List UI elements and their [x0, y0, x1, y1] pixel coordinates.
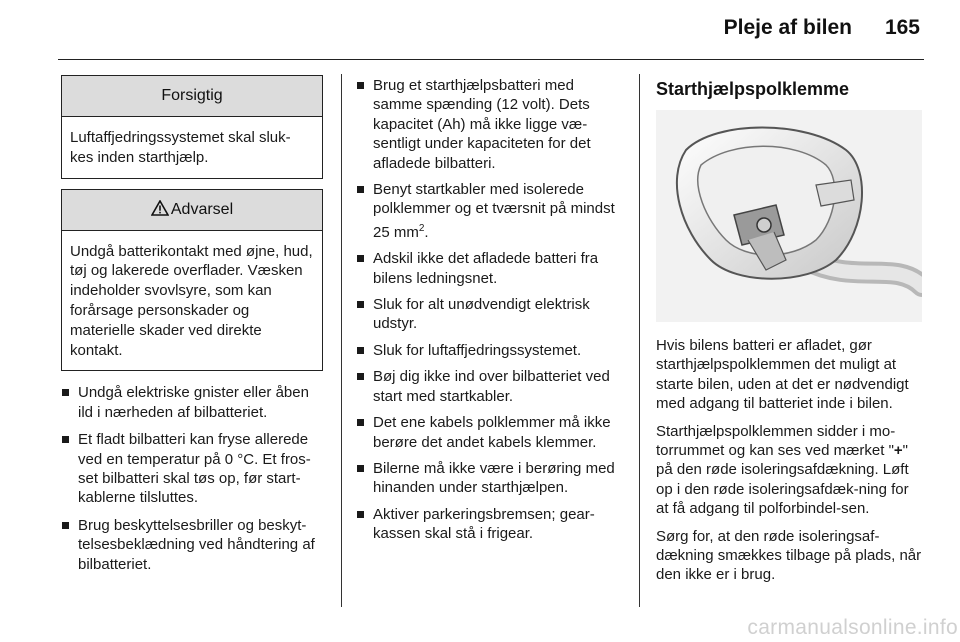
list-item-text: Adskil ikke det afladede batteri fra bilens ledningsnet.: [373, 250, 599, 287]
warning-triangle-icon: [151, 200, 169, 216]
list-item-text: Undgå elektriske gnister eller åben ild i nærheden af bilbatteriet.: [78, 384, 309, 421]
superscript: 2: [418, 222, 425, 234]
column-divider-right: [639, 74, 640, 607]
list-item-text: Sluk for luftaffjedringssystemet.: [373, 341, 582, 359]
list-item: [356, 367, 624, 406]
bullet-square-icon: [357, 186, 364, 193]
list-item-text: Aktiver parkeringsbremsen; gear-kassen skal stå i frigear.: [373, 505, 595, 543]
list-item-text: Benyt startkabler med isolerede polklemmer og et tværsnit på mindst 25 $mm^2$.: [373, 181, 615, 241]
list-item: [356, 249, 624, 288]
warning-header: [62, 190, 322, 231]
caution-box: [61, 75, 323, 179]
list-item: [356, 180, 624, 242]
list-item: [356, 413, 624, 452]
column-divider-left: [341, 74, 342, 607]
list-item-text: Sluk for alt unødvendigt elektrisk udstyr.: [373, 296, 590, 333]
list-item: [61, 430, 323, 508]
column1-bullet-list: [61, 383, 323, 574]
section-paragraph-1: Hvis bilens batteri er afladet, gør starthjælpspolklemmen det muligt at starte bilen, uden at det er nødvendigt med adgang til batteriet inde i bilen.: [656, 337, 909, 413]
list-item-text: Brug beskyttelsesbriller og beskyt-telsesbeklædning ved håndtering af bilbatteriet.: [78, 516, 315, 573]
list-item-text: Det ene kabels polklemmer må ikke berøre det andet kabels klemmer.: [373, 414, 611, 451]
bullet-square-icon: [62, 436, 69, 443]
column2-bullet-list: [356, 76, 624, 544]
warning-text: Undgå batterikontakt med øjne, hud, tøj og lakerede overflader. Væsken indeholder svovlsyre, som kan forårsage personskader og materielle skader ved direkte kontakt.: [70, 242, 313, 359]
list-item-text: Et fladt bilbatteri kan fryse allerede ved en temperatur på 0 °C. Et fros-set bilbatteri skal tøs op, før start-kablerne tilsluttes.: [78, 431, 311, 507]
header-divider: [58, 59, 924, 60]
section-paragraph-3: Sørg for, at den røde isoleringsaf-dækning smækkes tilbage på plads, når den ikke er i brug.: [656, 527, 922, 584]
bullet-square-icon: [357, 82, 364, 89]
list-item: [356, 295, 624, 334]
bullet-square-icon: [357, 511, 364, 518]
watermark: carmanualsonline.info: [747, 616, 958, 639]
list-item: [356, 341, 624, 360]
warning-title: Advarsel: [170, 200, 234, 218]
jump-start-terminal-illustration-icon: [656, 110, 922, 322]
column-3: [656, 76, 922, 593]
bullet-square-icon: [357, 347, 364, 354]
list-item-text: Brug et starthjælpsbatteri med samme spænding (12 volt). Dets kapacitet (Ah) må ikke ligge væ-sentligt under kapaciteten for det afladede bilbatteri.: [373, 77, 591, 172]
page-header-title: Pleje af bilen: [723, 16, 852, 39]
bullet-square-icon: [357, 301, 364, 308]
caution-text: Luftaffjedringssystemet skal sluk- kes inden starthjælp.: [70, 129, 291, 166]
list-item: [61, 383, 323, 422]
plus-icon: +: [893, 442, 903, 460]
section-title: Starthjælpspolklemme: [656, 79, 850, 99]
list-item: [356, 76, 624, 173]
list-item: [356, 505, 624, 544]
bullet-square-icon: [62, 522, 69, 529]
jump-start-terminal-figure: [656, 110, 922, 322]
bullet-square-icon: [357, 419, 364, 426]
bullet-square-icon: [357, 255, 364, 262]
bullet-square-icon: [62, 389, 69, 396]
list-item: [61, 516, 323, 574]
warning-box: [61, 189, 323, 372]
column-1: [61, 75, 323, 582]
caution-title: Forsigtig: [62, 76, 322, 117]
bullet-square-icon: [357, 465, 364, 472]
section-paragraph-2: Starthjælpspolklemmen sidder i mo-torrummet og kan ses ved mærket "+" på den røde isoleringsafdækning. Løft op i den røde isoleringsafdæk-ning for at få adgang til polforbindel-sen.: [656, 422, 909, 518]
column-2: [356, 76, 624, 551]
bullet-square-icon: [357, 373, 364, 380]
page-number: 165: [884, 16, 920, 39]
list-item-text: Bilerne må ikke være i berøring med hinanden under starthjælpen.: [373, 459, 615, 497]
list-item: [356, 459, 624, 498]
list-item-text: Bøj dig ikke ind over bilbatteriet ved start med startkabler.: [373, 368, 610, 405]
